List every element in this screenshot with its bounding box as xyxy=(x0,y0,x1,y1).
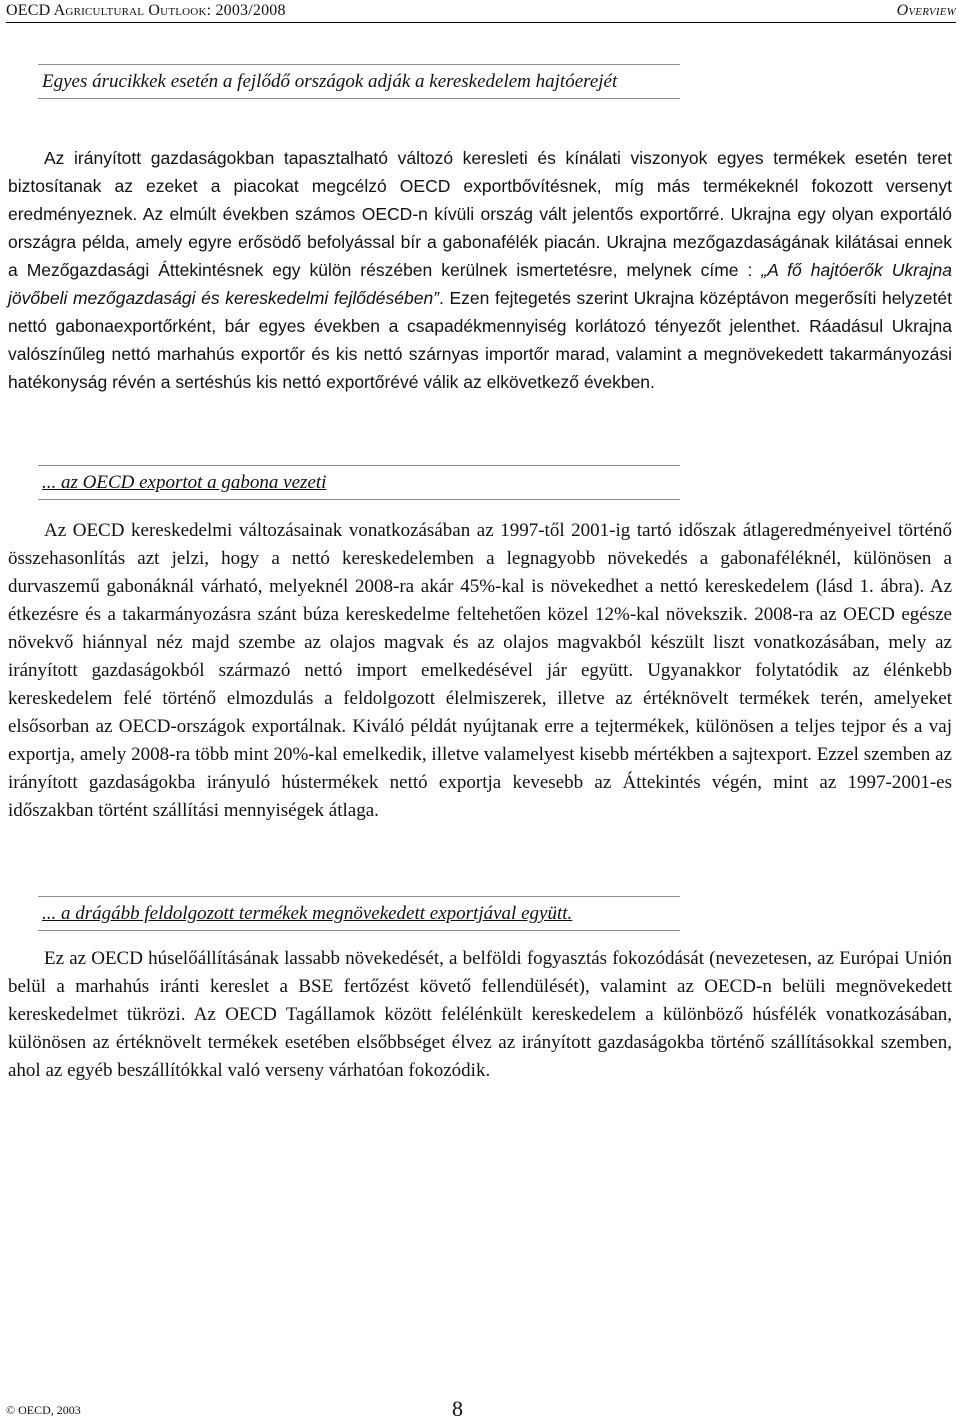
paragraph-2: Az OECD kereskedelmi változásainak vonatkozásában az 1997-től 2001-ig tartó időszak átlageredményeivel történő összehasonlítás azt jelzi, hogy a nettó kereskedelemben a legnagyobb növekedés a gabonaféléknél, különösen a durvaszemű gabonáknál várható, melyeknél 2008-ra akár 45%-kal is növekedhet a nettó kereskedelem (lásd 1. ábra). Az étkezésre és a takarmányozásra szánt búza kereskedelme feltehetően közel 12%-kal növekszik. 2008-ra az OECD egésze növekvő hiánnyal néz majd szembe az olajos magvak és az olajos magvakból készült liszt vonatkozásában, mely az irányított gazdaságokból származó nettó import emelkedésével jár együtt. Ugyanakkor folytatódik az élénkebb kereskedelem felé történő elmozdulás a feldolgozott élelmiszerek, illetve az értéknövelt termékek terén, amelyeket elsősorban az OECD-országok exportálnak. Kiváló példát nyújtanak erre a tejtermékek, különösen a teljes tejpor és a vaj exportja, amely 2008-ra több mint 20%-kal emelkedik, illetve valamelyest kisebb mértékben a sajtexport. Ezzel szemben az irányított gazdaságokba irányuló hústermékek nettó exportja kevesebb az Áttekintés végén, mint az 1997-2001-es időszakban történt szállítási mennyiségek átlaga. xyxy=(8,520,952,821)
running-header xyxy=(6,0,956,23)
section-heading-3 xyxy=(38,896,680,931)
section-heading-1 xyxy=(38,64,680,99)
header-section: Overview xyxy=(896,2,956,19)
heading-text: Egyes árucikkek esetén a fejlődő országok adják a kereskedelem hajtóerejét xyxy=(42,71,618,92)
paragraph-1-part2: . Ezen fejtegetés szerint Ukrajna középtávon megerősíti helyzetét nettó gabonaexportőrként, bár egyes években a csapadékmennyiség korlátozó tényezőt jelenthet. Ráadásul Ukrajna valószínűleg nettó marhahús exportőr és kis nettó szárnyas importőr marad, valamint a megnövekedett takarmányozási hatékonyság révén a sertéshús kis nettó exportőrévé válik az elkövetkező években. xyxy=(8,288,953,392)
paragraph-1 xyxy=(8,144,952,396)
page-number: 8 xyxy=(452,1396,463,1421)
paragraph-1-title: „A fő hajtóerők Ukrajna jövőbeli mezőgazdasági és kereskedelmi fejlődésében” xyxy=(8,260,952,308)
header-title: OECD Agricultural Outlook: 2003/2008 xyxy=(6,2,286,19)
footer-copyright: © OECD, 2003 xyxy=(6,1403,81,1417)
section-heading-2 xyxy=(38,465,680,500)
heading-text: ... az OECD exportot a gabona vezeti xyxy=(42,472,327,493)
heading-text: ... a drágább feldolgozott termékek megnövekedett exportjával együtt. xyxy=(42,903,573,924)
paragraph-3: Ez az OECD húselőállításának lassabb növekedését, a belföldi fogyasztás fokozódását (nevezetesen, az Európai Unión belül a marhahús iránti kereslet a BSE fertőzést követő fellendülését), valamint az OECD-n belüli megnövekedett kereskedelmet tükrözi. Az OECD Tagállamok között felélénkült kereskedelem a különböző húsfélék vonatkozásában, különösen az értéknövelt termékek esetében elsőbbséget élvez az irányított gazdaságokba történő szállításokkal szemben, ahol az egyéb beszállítókkal való verseny várhatóan fokozódik. xyxy=(8,948,952,1081)
paragraph-1-part1: Az irányított gazdaságokban tapasztalható változó keresleti és kínálati viszonyok egyes termékek esetén teret biztosítanak az ezeket a piacokat megcélzó OECD exportbővítésnek, míg más termékeknél fokozott versenyt eredményeznek. Az elmúlt években számos OECD-n kívüli ország vált jelentős exportőrré. Ukrajna egy olyan exportáló országra példa, amely egyre erősödő befolyással bír a gabonafélék piacán. Ukrajna mezőgazdaságának kilátásai ennek a Mezőgazdasági Áttekintésnek egy külön részében kerülnek ismertetésre, melynek címe : xyxy=(8,148,952,280)
